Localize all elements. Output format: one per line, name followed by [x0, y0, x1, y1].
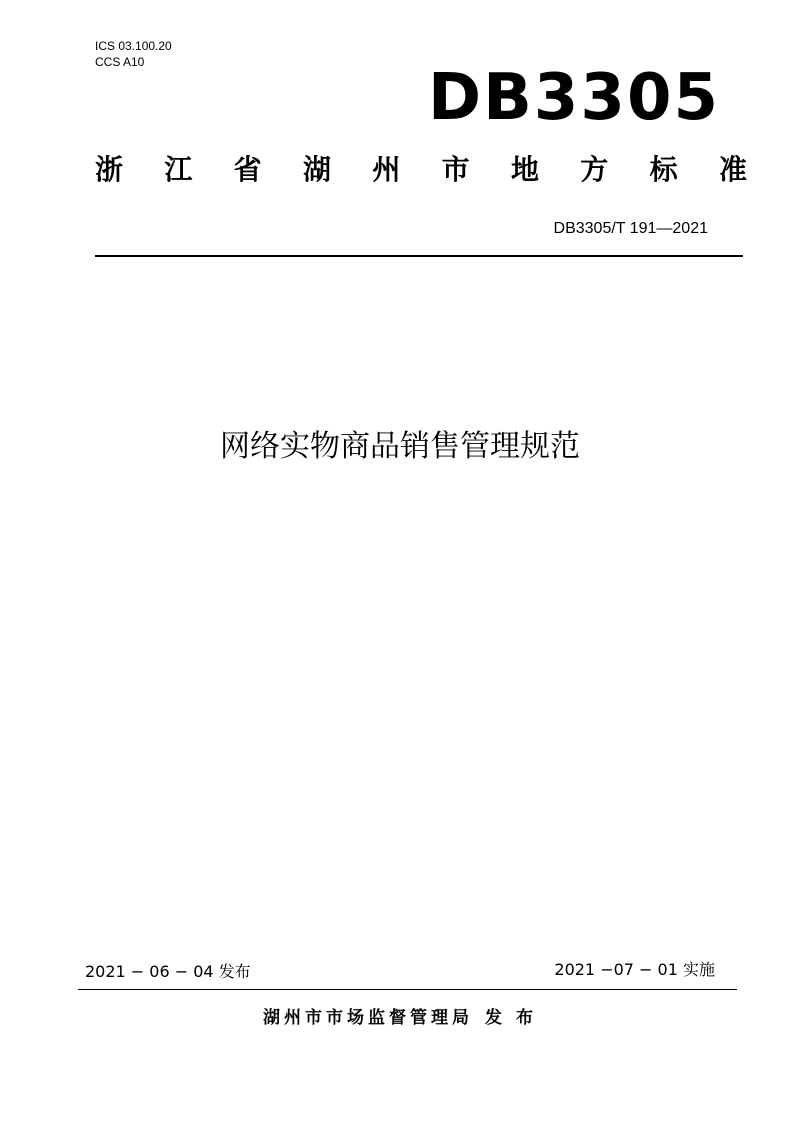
- ics-code: ICS 03.100.20: [95, 39, 172, 53]
- publisher-line: [0, 1005, 800, 1031]
- header-divider: [95, 255, 743, 257]
- document-number: DB3305/T 191—2021: [553, 220, 708, 237]
- standard-type-char: 江: [164, 153, 193, 186]
- standard-type-title: [95, 150, 747, 190]
- standard-type-char: 湖: [302, 153, 331, 186]
- standard-type-char: 浙: [95, 153, 124, 186]
- standard-type-char: 市: [441, 153, 470, 186]
- standard-code-logo: DB3305: [427, 61, 720, 135]
- publisher-suffix: 发 布: [485, 1008, 537, 1028]
- footer-divider: [78, 989, 737, 990]
- document-title: 网络实物商品销售管理规范: [220, 429, 580, 464]
- standard-type-char: 州: [372, 153, 401, 186]
- publisher-name: 湖州市市场监督管理局: [263, 1008, 474, 1028]
- standard-type-char: 准: [718, 153, 747, 186]
- standard-type-char: 省: [233, 153, 262, 186]
- standard-type-char: 标: [649, 153, 678, 186]
- standard-type-char: 地: [510, 153, 539, 186]
- implementation-date: 2021 −07 − 01 实施: [554, 960, 715, 979]
- ccs-code: CCS A10: [95, 55, 145, 69]
- issue-date: 2021 − 06 − 04 发布: [85, 962, 251, 981]
- standard-type-char: 方: [580, 153, 609, 186]
